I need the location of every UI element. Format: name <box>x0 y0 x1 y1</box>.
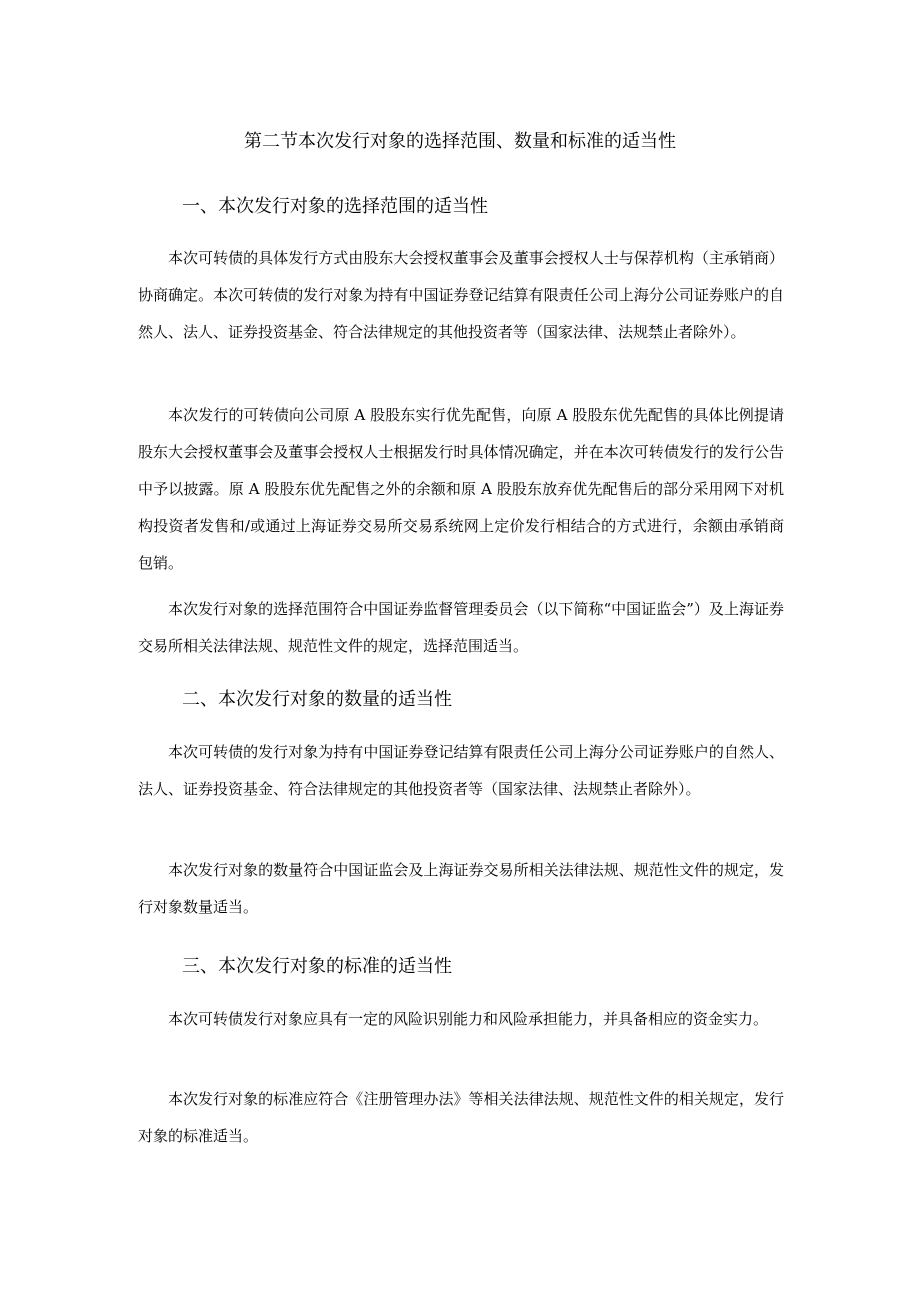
paragraph: 本次可转债的具体发行方式由股东大会授权董事会及董事会授权人士与保荐机构（主承销商）协商确定。本次可转债的发行对象为持有中国证券登记结算有限责任公司上海分公司证券账户的自然人、法人、证券投资基金、符合法律规定的其他投资者等（国家法律、法规禁止者除外）。 <box>138 249 784 341</box>
paragraph: 本次发行的可转债向公司原 A 股股东实行优先配售，向原 A 股股东优先配售的具体比例提请股东大会授权董事会及董事会授权人士根据发行时具体情况确定，并在本次可转债发行的发行公告中予以披露。原 A 股股东优先配售之外的余额和原 A 股股东放弃优先配售后的部分采用网下对机构投资者发售和/或通过上海证券交易所交易系统网上定价发行相结合的方式进行，余额由承销商包销。 <box>138 406 784 572</box>
paragraph: 本次发行对象的数量符合中国证监会及上海证券交易所相关法律法规、规范性文件的规定，发行对象数量适当。 <box>138 861 784 916</box>
paragraph: 本次发行对象的标准应符合《注册管理办法》等相关法律法规、规范性文件的相关规定，发行对象的标准适当。 <box>138 1090 784 1145</box>
paragraph: 本次可转债的发行对象为持有中国证券登记结算有限责任公司上海分公司证券账户的自然人、法人、证券投资基金、符合法律规定的其他投资者等（国家法律、法规禁止者除外）。 <box>138 743 784 798</box>
section-heading-3: 三、本次发行对象的标准的适当性 <box>182 956 452 977</box>
section-heading-1: 一、本次发行对象的选择范围的适当性 <box>182 196 488 217</box>
page-title: 第二节本次发行对象的选择范围、数量和标准的适当性 <box>244 131 676 152</box>
paragraph: 本次发行对象的选择范围符合中国证券监督管理委员会（以下简称“中国证监会”）及上海证券交易所相关法律法规、规范性文件的规定，选择范围适当。 <box>138 600 784 655</box>
section-heading-2: 二、本次发行对象的数量的适当性 <box>182 689 452 710</box>
paragraph: 本次可转债发行对象应具有一定的风险识别能力和风险承担能力，并具备相应的资金实力。 <box>168 1010 769 1028</box>
